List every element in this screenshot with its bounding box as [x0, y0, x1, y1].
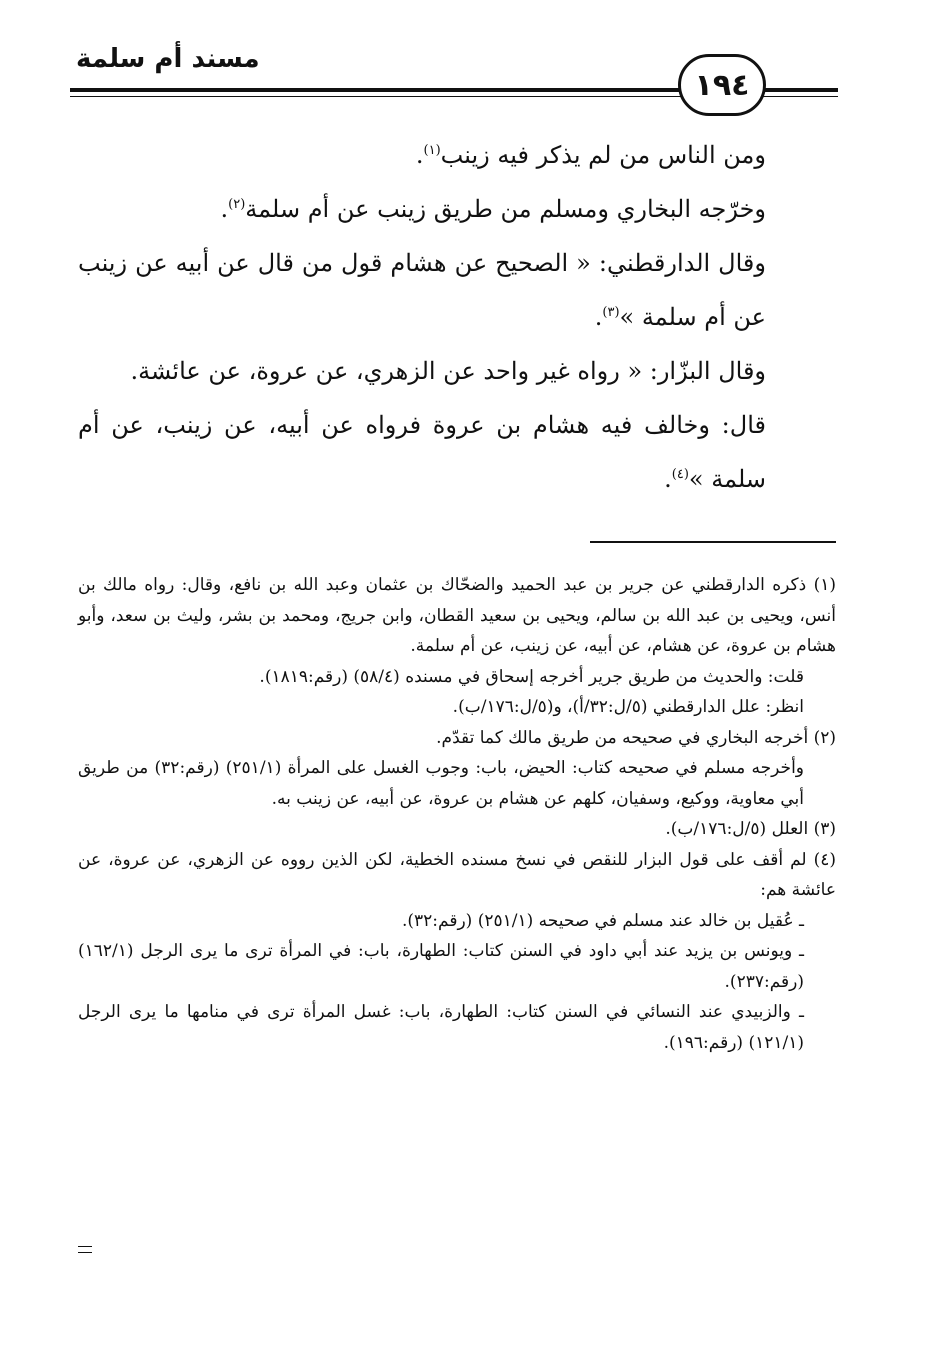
paragraph-1-end: . [415, 141, 424, 169]
footnote-3: (٣) العلل (٥/ل:١٧٦/ب). [665, 819, 836, 839]
page-number: ١٩٤ [678, 54, 766, 116]
paragraph-1-text: ومن الناس من لم يذكر فيه زينب [440, 141, 766, 169]
footnote-ref-1: (١) [423, 143, 441, 158]
footnote-4-item-1: ـ عُقيل بن خالد عند مسلم في صحيحه (٢٥١/١) (رقم:٣٢). [401, 910, 804, 931]
paragraph-2-text: وخرّجه البخاري ومسلم من طريق زينب عن أم سلمة [245, 195, 766, 223]
paragraph-5-end: . [664, 465, 672, 493]
footnote-4: (٤) لم أقف على قول البزار للنقص في نسخ مسنده الخطية، لكن الذين رووه عن الزهري، عن عروة، عن عائشة هم: [78, 849, 836, 900]
page-end-mark [78, 1246, 92, 1253]
footnote-1-note: قلت: والحديث من طريق جرير أخرجه إسحاق في مسنده (٥٨/٤) (رقم:١٨١٩). [259, 666, 804, 687]
footnote-separator [590, 541, 836, 543]
footnote-4-item-2: ـ ويونس بن يزيد عند أبي داود في السنن كتاب: الطهارة، باب: في المرأة ترى ما يرى الرجل (١٦٢/١) (رقم:٢٣٧). [78, 941, 804, 992]
footnote-2-note: وأخرجه مسلم في صحيحه كتاب: الحيض، باب: وجوب الغسل على المرأة (٢٥١/١) (رقم:٣٢) من طريق أبي معاوية، ووكيع، وسفيان، كلهم عن هشام بن عروة، عن أبيه، عن زينب به. [78, 758, 804, 809]
footnote-ref-3: (٣) [602, 305, 620, 320]
paragraph-1 [78, 128, 836, 182]
paragraph-3-end: . [594, 303, 603, 331]
running-title: مسند أم سلمة [76, 44, 260, 74]
paragraph-4: وقال البزّار: « رواه غير واحد عن الزهري، عن عروة، عن عائشة. [130, 357, 766, 385]
footnote-1: (١) ذكره الدارقطني عن جرير بن عبد الحميد والضحّاك بن عثمان وعبد الله بن نافع، وقال: رواه مالك بن أنس، ويحيى بن عبد الله بن سالم، ويحيى بن سعيد القطان، وابن جريج، ومحمد بن بشر، وليث بن سعد، وأبو هشام بن عروة، عن هشام، عن أبيه، عن زينب، عن أم سلمة. [78, 575, 836, 656]
paragraph-2 [78, 182, 836, 236]
paragraph-5-text: قال: وخالف فيه هشام بن عروة فرواه عن أبيه، عن زينب، عن أم سلمة » [78, 411, 766, 493]
main-text [78, 128, 836, 506]
paragraph-5 [78, 398, 836, 506]
paragraph-2-end: . [220, 195, 229, 223]
footnote-ref-4: (٤) [671, 467, 689, 482]
paragraph-3-text: وقال الدارقطني: « الصحيح عن هشام قول من قال عن أبيه عن زينب عن أم سلمة » [78, 249, 766, 331]
paragraph-3 [78, 236, 836, 344]
footnote-ref-2: (٢) [228, 197, 246, 212]
footnotes [78, 570, 836, 1058]
footnote-1-reference: انظر: علل الدارقطني (٥/ل:٣٢/أ)، و(٥/ل:١٧٦/ب). [452, 697, 804, 717]
footnote-2: (٢) أخرجه البخاري في صحيحه من طريق مالك كما تقدّم. [436, 727, 836, 748]
page-header [70, 38, 838, 108]
footnote-4-item-3: ـ والزبيدي عند النسائي في السنن كتاب: الطهارة، باب: غسل المرأة ترى في منامها ما يرى الرجل (١٢١/١) (رقم:١٩٦). [78, 1002, 804, 1053]
